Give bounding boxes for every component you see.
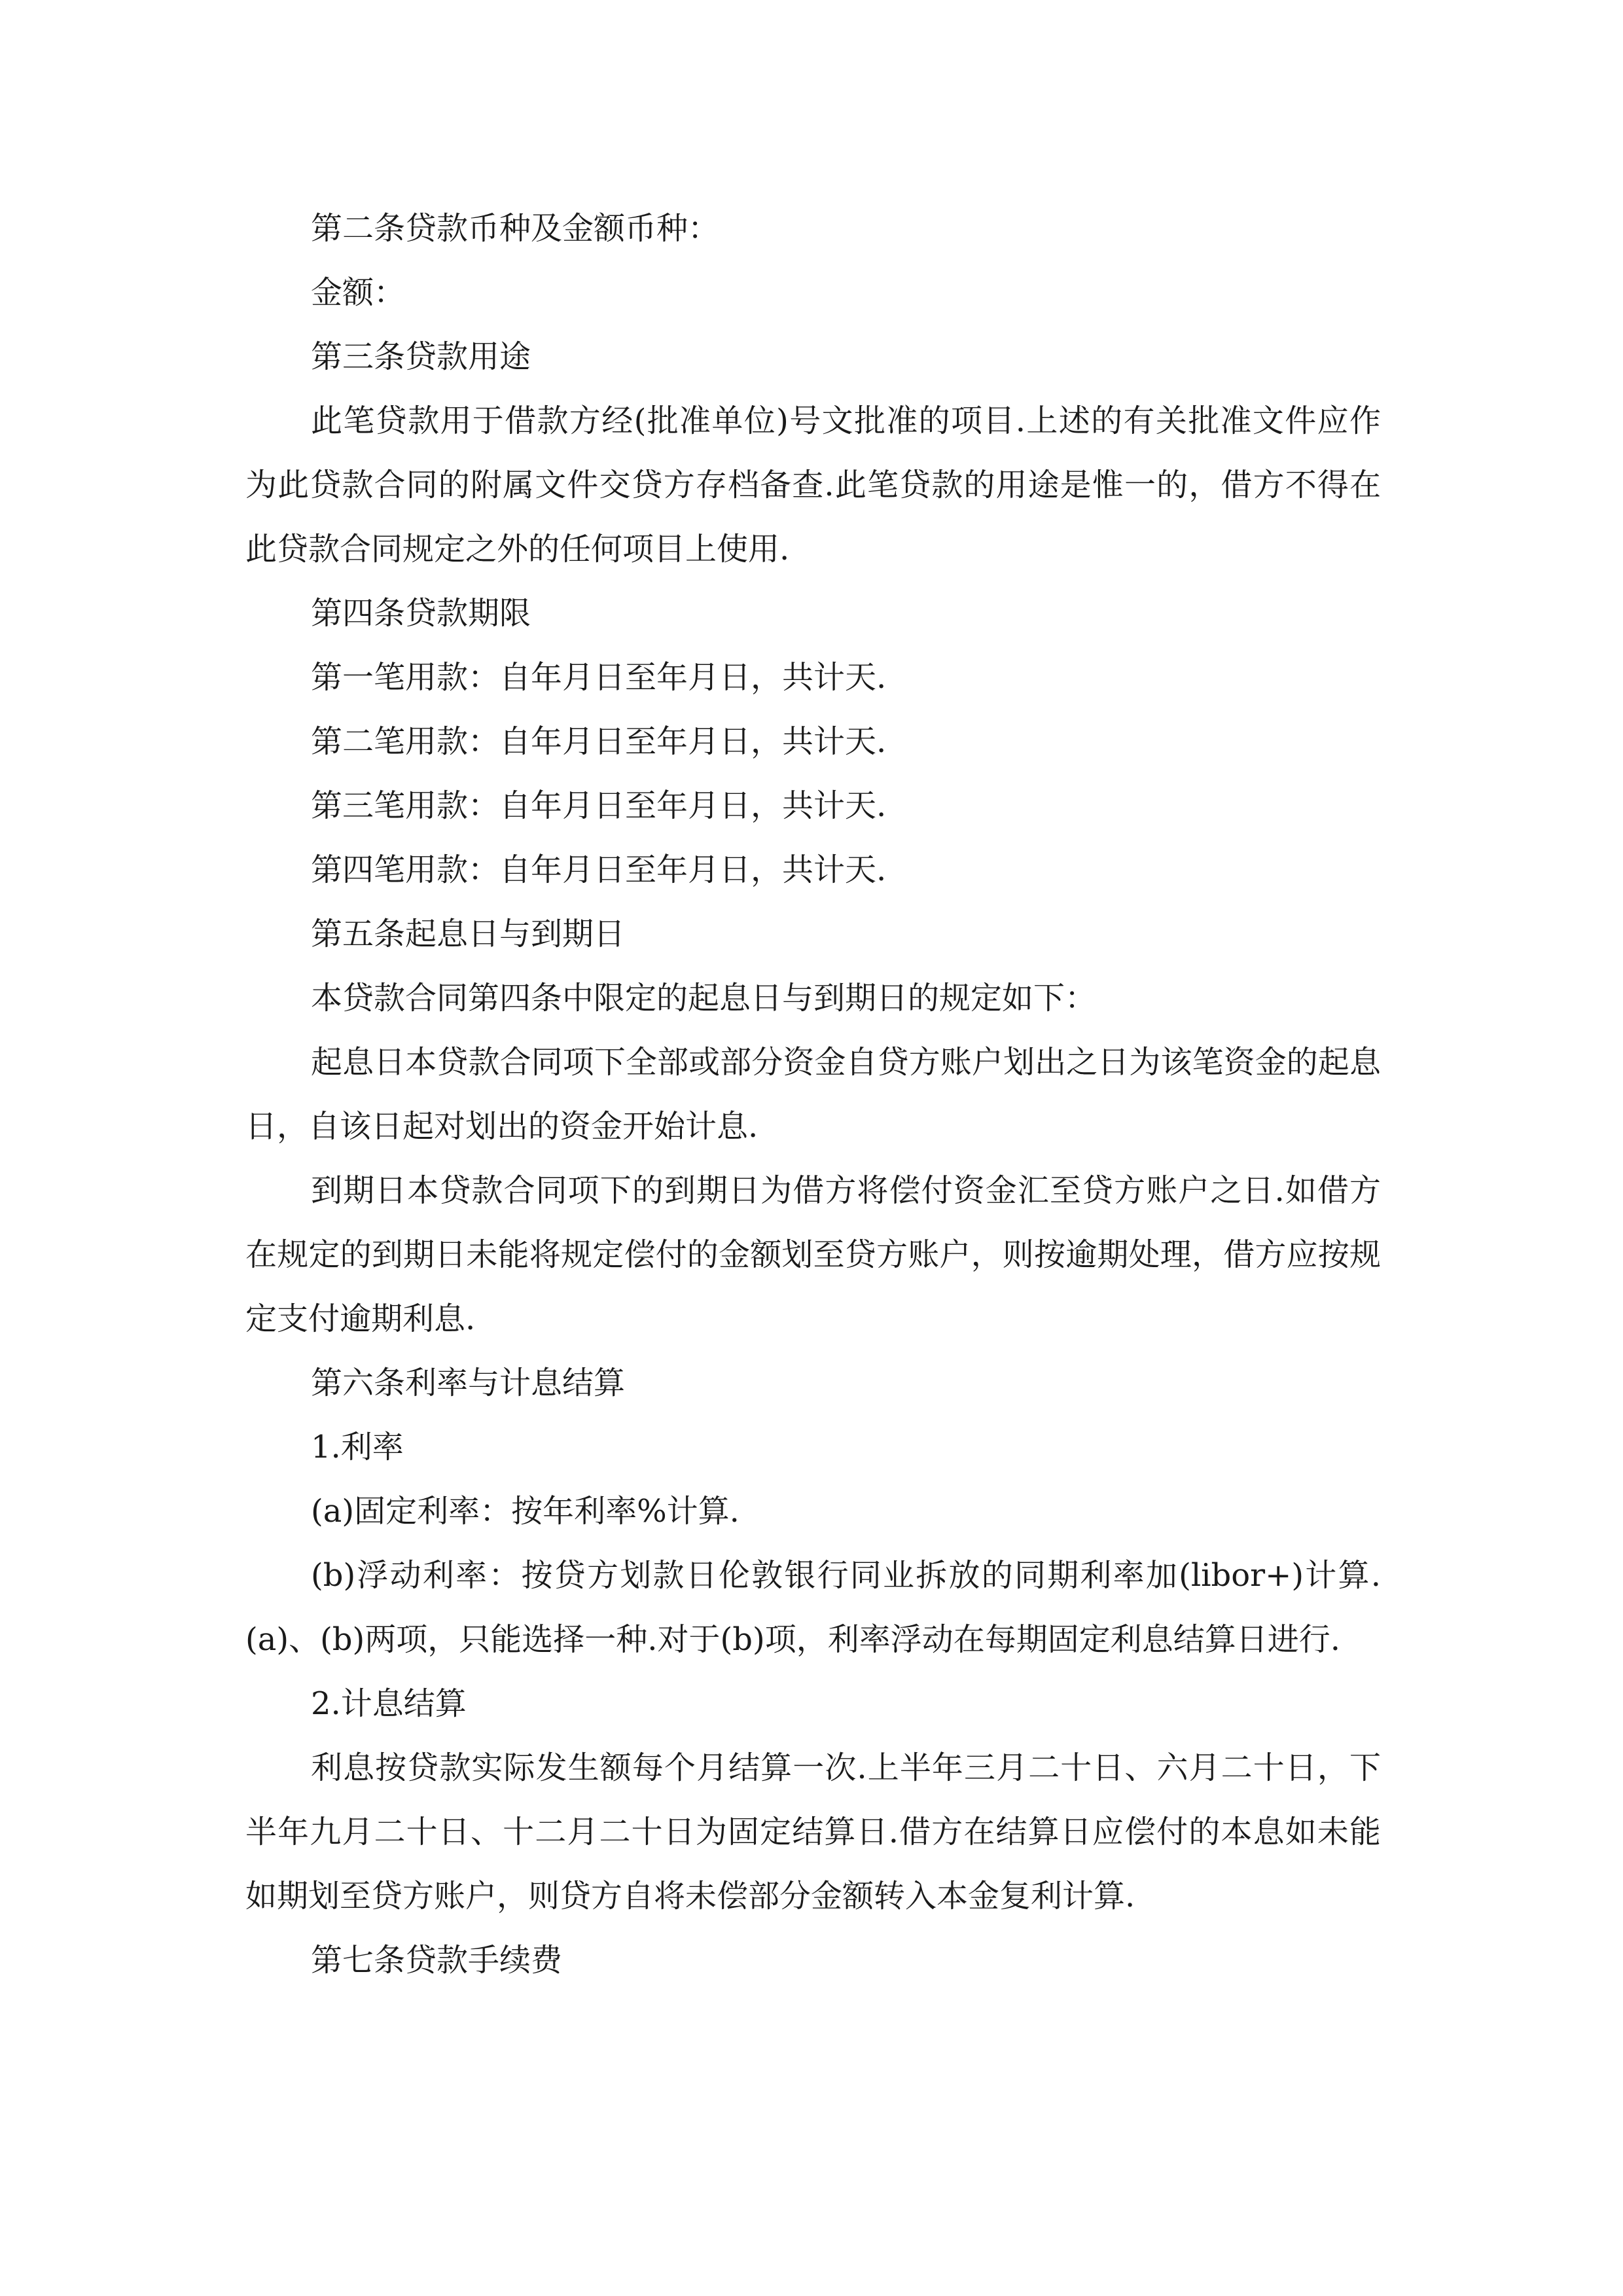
amount-line: 金额： <box>311 274 406 311</box>
floating-rate-paragraph: (b)浮动利率：按贷方划款日伦敦银行同业拆放的同期利率加(libor+)计算.(a)、(b)两项，只能选择一种.对于(b)项，利率浮动在每期固定利息结算日进行. <box>245 1557 1381 1658</box>
clause-2-heading: 第二条贷款币种及金额币种： <box>311 210 720 247</box>
drawdown-3-line: 第三笔用款：自年月日至年月日，共计天. <box>311 787 887 824</box>
value-date-intro: 本贷款合同第四条中限定的起息日与到期日的规定如下： <box>311 980 1097 1016</box>
drawdown-1-line: 第一笔用款：自年月日至年月日，共计天. <box>311 659 887 696</box>
clause-5-heading: 第五条起息日与到期日 <box>311 916 626 952</box>
clause-6-heading: 第六条利率与计息结算 <box>311 1365 626 1401</box>
drawdown-4-line: 第四笔用款：自年月日至年月日，共计天. <box>311 852 887 888</box>
settlement-subheading: 2.计息结算 <box>311 1685 467 1722</box>
fixed-rate-line: (a)固定利率：按年利率%计算. <box>311 1493 740 1530</box>
clause-3-heading: 第三条贷款用途 <box>311 338 531 375</box>
maturity-date-paragraph: 到期日本贷款合同项下的到期日为借方将偿付资金汇至贷方账户之日.如借方在规定的到期日未能将规定偿付的金额划至贷方账户，则按逾期处理，借方应按规定支付逾期利息. <box>245 1172 1381 1337</box>
document-body <box>245 196 1381 1992</box>
drawdown-2-line: 第二笔用款：自年月日至年月日，共计天. <box>311 723 887 760</box>
loan-purpose-paragraph: 此笔贷款用于借款方经(批准单位)号文批准的项目.上述的有关批准文件应作为此贷款合同的附属文件交贷方存档备查.此笔贷款的用途是惟一的，借方不得在此贷款合同规定之外的任何项目上使用. <box>245 403 1381 567</box>
value-date-paragraph: 起息日本贷款合同项下全部或部分资金自贷方账户划出之日为该笔资金的起息日，自该日起对划出的资金开始计息. <box>245 1044 1381 1145</box>
clause-7-heading: 第七条贷款手续费 <box>311 1942 563 1979</box>
clause-4-heading: 第四条贷款期限 <box>311 595 531 632</box>
interest-rate-subheading: 1.利率 <box>311 1429 404 1465</box>
settlement-paragraph: 利息按贷款实际发生额每个月结算一次.上半年三月二十日、六月二十日，下半年九月二十日、十二月二十日为固定结算日.借方在结算日应偿付的本息如未能如期划至贷方账户，则贷方自将未偿部分金额转入本金复利计算. <box>245 1749 1381 1914</box>
